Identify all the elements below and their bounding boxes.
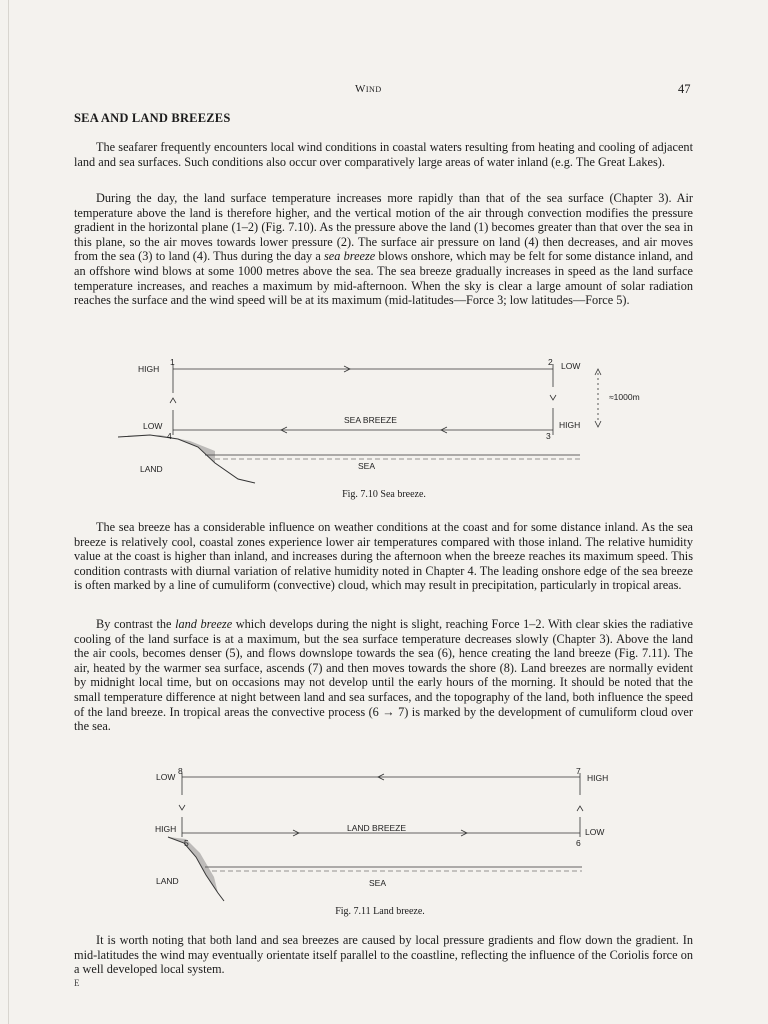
- footer-signature-mark: E: [74, 978, 80, 988]
- height-label: ≈1000m: [609, 392, 640, 402]
- page-number: 47: [678, 82, 691, 96]
- label-low-bottom: LOW: [585, 827, 605, 837]
- paragraph-land-breeze: [74, 617, 693, 734]
- arrow-down-icon: [179, 805, 185, 810]
- label-high-bottom: HIGH: [155, 824, 177, 834]
- label-high-top: HIGH: [587, 773, 609, 783]
- term-land-breeze: land breeze: [175, 617, 233, 631]
- paragraph-text: blows onshore, which may be felt for some distance inland, and an offshore wind blows at some 1000 metres above the sea. The sea breeze gradually increases in speed as the land surface temperature increases, and reaches a maximum by mid-afternoon. When the sky is clear a large amount of solar radiation reaches the surface and the wind speed will be at its maximum (mid-latitudes—Force 3; low latitudes—Force 5).: [74, 249, 693, 308]
- point-4: 4: [167, 431, 172, 441]
- point-3: 3: [546, 431, 551, 441]
- sea-label: SEA: [369, 878, 387, 888]
- land-slope: [168, 837, 224, 901]
- section-heading: SEA AND LAND BREEZES: [74, 111, 231, 125]
- breeze-label: LAND BREEZE: [347, 823, 407, 833]
- sea-label: SEA: [358, 461, 376, 471]
- arrow-up-icon: [577, 806, 583, 811]
- figure-caption-sea-breeze: Fig. 7.10 Sea breeze.: [342, 489, 426, 500]
- paragraph-sea-breeze-effects: The sea breeze has a considerable influence on weather conditions at the coast and for some distance inland. As the sea breeze is relatively cool, coastal zones experience lower air temperatures compared with those inland. The relative humidity value at the coast is higher than inland, and increases during the afternoon when the breeze reaches its maximum speed. This condition contrasts with diurnal variation of relative humidity noted in Chapter 4. The leading onshore edge of the sea breeze is often marked by a line of cumuliform (convective) cloud, which may result in precipitation, particularly in tropical areas.: [74, 520, 693, 593]
- label-high-bottom: HIGH: [559, 420, 581, 430]
- arrow-down-icon: [595, 421, 601, 427]
- figure-caption-land-breeze: Fig. 7.11 Land breeze.: [335, 906, 425, 917]
- paragraph-day-heating: [74, 191, 693, 308]
- term-sea-breeze: sea breeze: [324, 249, 376, 264]
- point-7: 7: [576, 766, 581, 776]
- label-low-bottom: LOW: [143, 421, 163, 431]
- running-head: Wind: [355, 83, 382, 95]
- point-5: 5: [184, 838, 189, 848]
- arrow-down-icon: [550, 395, 556, 400]
- sea-breeze-diagram: [0, 355, 768, 490]
- breeze-label: SEA BREEZE: [344, 415, 397, 425]
- point-1: 1: [170, 357, 175, 367]
- label-high-top: HIGH: [138, 364, 160, 374]
- label-low-top: LOW: [561, 361, 581, 371]
- land-label: LAND: [156, 876, 179, 886]
- point-6: 6: [576, 838, 581, 848]
- label-low-top: LOW: [156, 772, 176, 782]
- paragraph-text: During the day, the land surface temperature increases more rapidly than that of the sea surface (Chapter 3). Air temperature above the land is therefore higher, and the vertical motion of the air through convection modifies the pressure gradient in the horizontal plane (1–2) (Fig. 7.10). As the pressure above the land (1) becomes greater than that over the sea in this plane, so the air moves towards lower pressure (2). The surface air pressure on land (4) then decreases, and air moves from the sea (3) to land (4). Thus during the day a: [74, 191, 693, 264]
- point-2: 2: [548, 357, 553, 367]
- paragraph-text: By contrast the: [96, 617, 176, 631]
- land-label: LAND: [140, 464, 163, 474]
- paragraph-text: which develops during the night is slight, reaching Force 1–2. With clear skies the radiative cooling of the land surface is at a maximum, but the sea surface temperature decreases slowly (Chapter 3). Above the land the air cools, becomes denser (5), and flows downslope towards the sea (6), hence creating the land breeze (Fig. 7.11). The air, heated by the warmer sea surface, ascends (7) and then moves towards the shore (8). Land breezes are normally evident by midnight local time, but on occasions may not develop until the early hours of the morning. It should be noted that the small temperature difference at night between land and sea surfaces, and the topography of the land, both influence the speed of the land breeze. In tropical areas the convective process (6 → 7) is marked by the development of cumuliform cloud over the sea.: [74, 617, 693, 734]
- point-8: 8: [178, 766, 183, 776]
- paragraph-pressure-gradients: It is worth noting that both land and sea breezes are caused by local pressure gradients and flow down the gradient. In mid-latitudes the wind may eventually orientate itself parallel to the coastline, reflecting the influence of the Coriolis force on a well developed local system.: [74, 933, 693, 977]
- arrow-up-icon: [170, 398, 176, 403]
- land-breeze-diagram: [0, 765, 768, 900]
- paragraph-intro: The seafarer frequently encounters local wind conditions in coastal waters resulting from heating and cooling of adjacent land and sea surfaces. Such conditions also occur over comparatively large areas of water inland (e.g. The Great Lakes).: [74, 140, 693, 169]
